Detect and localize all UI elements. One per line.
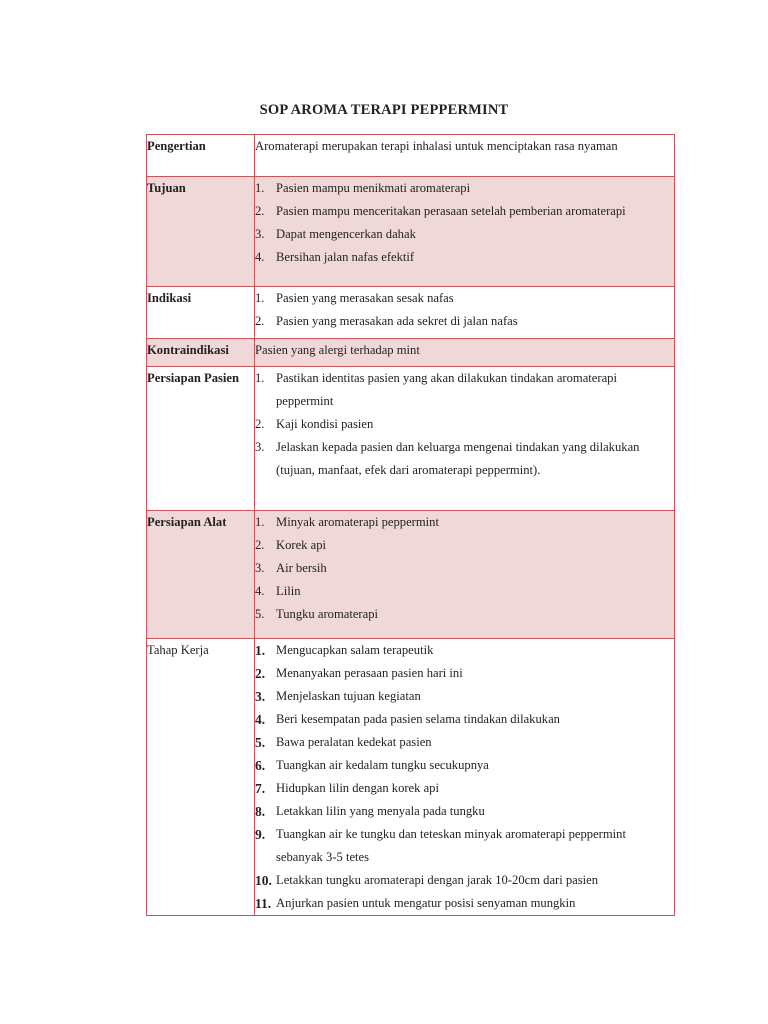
item-number: 4. xyxy=(255,250,265,264)
row-label: Persiapan Alat xyxy=(147,511,255,639)
item-number: 5. xyxy=(255,735,266,750)
row-content xyxy=(255,511,675,639)
list-item xyxy=(255,246,674,269)
item-text: Tungku aromaterapi xyxy=(276,607,379,621)
item-number: 11. xyxy=(255,896,272,911)
row-content xyxy=(255,287,675,339)
item-number: 1. xyxy=(255,371,265,385)
item-text: Air bersih xyxy=(276,561,327,575)
list-item xyxy=(255,685,674,708)
row-indikasi xyxy=(147,287,675,339)
item-text: Minyak aromaterapi peppermint xyxy=(276,515,439,529)
item-number: 4. xyxy=(255,584,265,598)
list-item xyxy=(255,413,674,436)
item-text: Mengucapkan salam terapeutik xyxy=(276,643,434,657)
list-item xyxy=(255,310,674,333)
item-text: Letakkan lilin yang menyala pada tungku xyxy=(276,804,485,818)
item-text: Letakkan tungku aromaterapi dengan jarak 10-20cm dari pasien xyxy=(276,873,599,887)
list-item xyxy=(255,800,674,823)
row-content xyxy=(255,135,675,177)
row-label: Indikasi xyxy=(147,287,255,339)
item-text: Pasien yang merasakan sesak nafas xyxy=(276,291,454,305)
item-number: 1. xyxy=(255,291,265,305)
list-item xyxy=(255,869,674,892)
row-persiapan-pasien xyxy=(147,367,675,511)
item-number: 10. xyxy=(255,873,272,888)
item-number: 1. xyxy=(255,643,266,658)
item-number: 3. xyxy=(255,689,266,704)
list-item xyxy=(255,436,674,482)
list-item xyxy=(255,580,674,603)
list-item xyxy=(255,892,674,915)
item-number: 2. xyxy=(255,314,265,328)
list-item xyxy=(255,754,674,777)
item-text: Bawa peralatan kedekat pasien xyxy=(276,735,432,749)
item-text: Hidupkan lilin dengan korek api xyxy=(276,781,439,795)
item-text: Jelaskan kepada pasien dan keluarga mengenai tindakan yang dilakukan (tujuan, manfaat, efek dari aromaterapi peppermint). xyxy=(276,440,640,477)
row-persiapan-alat xyxy=(147,511,675,639)
list-item xyxy=(255,603,674,626)
item-number: 2. xyxy=(255,417,265,431)
row-tahap-kerja xyxy=(147,639,675,916)
item-text: Pasien yang merasakan ada sekret di jalan nafas xyxy=(276,314,518,328)
list-item xyxy=(255,287,674,310)
item-text: Dapat mengencerkan dahak xyxy=(276,227,416,241)
list-item xyxy=(255,557,674,580)
list-item xyxy=(255,708,674,731)
item-number: 1. xyxy=(255,515,265,529)
item-number: 6. xyxy=(255,758,266,773)
list-item xyxy=(255,177,674,200)
item-number: 3. xyxy=(255,227,265,241)
list-item xyxy=(255,534,674,557)
item-number: 2. xyxy=(255,538,265,552)
row-content xyxy=(255,367,675,511)
item-number: 2. xyxy=(255,666,266,681)
item-number: 3. xyxy=(255,440,265,454)
item-text: Kaji kondisi pasien xyxy=(276,417,374,431)
row-content xyxy=(255,177,675,287)
item-number: 1. xyxy=(255,181,265,195)
item-text: Tuangkan air ke tungku dan teteskan minyak aromaterapi peppermint sebanyak 3-5 tetes xyxy=(276,827,626,864)
list-item xyxy=(255,731,674,754)
row-content xyxy=(255,639,675,916)
item-number: 2. xyxy=(255,204,265,218)
row-label: Pengertian xyxy=(147,135,255,177)
item-number: 9. xyxy=(255,827,266,842)
contraindication-text: Pasien yang alergi terhadap mint xyxy=(255,343,420,357)
row-pengertian xyxy=(147,135,675,177)
row-label: Persiapan Pasien xyxy=(147,367,255,511)
row-label: Tujuan xyxy=(147,177,255,287)
item-number: 4. xyxy=(255,712,266,727)
list-item xyxy=(255,662,674,685)
row-label: Tahap Kerja xyxy=(147,639,255,916)
list-item xyxy=(255,367,674,413)
row-kontraindikasi xyxy=(147,339,675,367)
document-title: SOP AROMA TERAPI PEPPERMINT xyxy=(259,102,509,118)
item-number: 7. xyxy=(255,781,266,796)
item-text: Lilin xyxy=(276,584,301,598)
list-item xyxy=(255,777,674,800)
item-number: 5. xyxy=(255,607,265,621)
item-text: Menanyakan perasaan pasien hari ini xyxy=(276,666,463,680)
item-number: 8. xyxy=(255,804,266,819)
definition-text: Aromaterapi merupakan terapi inhalasi untuk menciptakan rasa nyaman xyxy=(255,139,618,153)
item-text: Tuangkan air kedalam tungku secukupnya xyxy=(276,758,489,772)
list-item xyxy=(255,511,674,534)
list-item xyxy=(255,223,674,246)
item-text: Bersihan jalan nafas efektif xyxy=(276,250,415,264)
row-content xyxy=(255,339,675,367)
item-text: Korek api xyxy=(276,538,327,552)
list-item xyxy=(255,200,674,223)
row-tujuan xyxy=(147,177,675,287)
item-text: Beri kesempatan pada pasien selama tindakan dilakukan xyxy=(276,712,560,726)
list-item xyxy=(255,639,674,662)
row-label: Kontraindikasi xyxy=(147,339,255,367)
item-number: 3. xyxy=(255,561,265,575)
item-text: Pastikan identitas pasien yang akan dilakukan tindakan aromaterapi peppermint xyxy=(276,371,617,408)
item-text: Anjurkan pasien untuk mengatur posisi senyaman mungkin xyxy=(276,896,576,910)
item-text: Menjelaskan tujuan kegiatan xyxy=(276,689,421,703)
item-text: Pasien mampu menikmati aromaterapi xyxy=(276,181,471,195)
list-item xyxy=(255,823,674,869)
item-text: Pasien mampu menceritakan perasaan setelah pemberian aromaterapi xyxy=(276,204,626,218)
sop-table xyxy=(146,134,675,916)
